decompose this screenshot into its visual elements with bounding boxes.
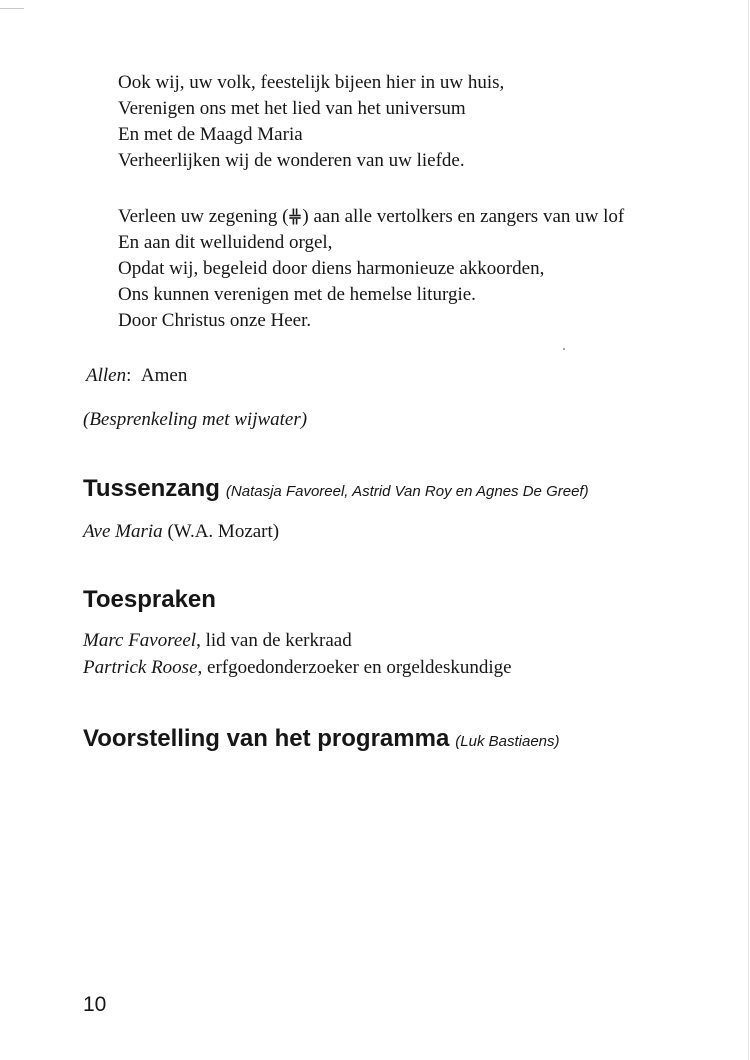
speaker-line [83, 657, 512, 679]
verse-text: ) aan alle vertolkers en zangers van uw lof [302, 206, 625, 227]
verse-line: Ook wij, uw volk, feestelijk bijeen hier in uw huis, [118, 72, 505, 93]
verse-line: Door Christus onze Heer. [118, 310, 312, 331]
sprinkling-note: (Besprenkeling met wijwater) [83, 409, 308, 430]
heading-performers: (Natasja Favoreel, Astrid Van Roy en Agnes De Greef) [225, 483, 589, 500]
verse-line: En met de Maagd Maria [118, 124, 303, 145]
prayer-stanza-2 [118, 204, 624, 334]
heading-presenter: (Luk Bastiaens) [455, 733, 560, 750]
speaker-role: , erfgoedonderzoeker en orgeldeskundige [197, 657, 512, 678]
speck [563, 348, 565, 350]
page-edge-mark [0, 8, 24, 9]
piece-title: Ave Maria [83, 521, 163, 542]
section-heading-toespraken [83, 586, 216, 614]
response-speaker: Allen [86, 365, 127, 386]
speaker-name: Marc Favoreel [83, 630, 197, 651]
verse-line-blessing [118, 204, 624, 230]
verse-text: Verleen uw zegening ( [118, 206, 289, 227]
verse-line: Verheerlijken wij de wonderen van uw liefde. [118, 150, 465, 171]
piece-composer: (W.A. Mozart) [167, 521, 280, 542]
response-text: Amen [140, 365, 188, 386]
verse-line: En aan dit welluidend orgel, [118, 232, 333, 253]
page-edge-shadow [748, 0, 749, 1060]
page-number: 10 [83, 993, 107, 1016]
verse-line: Ons kunnen verenigen met de hemelse liturgie. [118, 284, 476, 305]
speaker-role: , lid van de kerkraad [196, 630, 352, 651]
verse-line: Opdat wij, begeleid door diens harmonieuze akkoorden, [118, 258, 545, 279]
prayer-stanza-1 [118, 70, 504, 174]
section-heading-voorstelling [83, 725, 560, 753]
congregation-response [86, 365, 187, 387]
verse-line: Verenigen ons met het lied van het universum [118, 98, 466, 119]
heading-title: Tussenzang [83, 475, 220, 502]
speaker-name: Partrick Roose [83, 657, 198, 678]
response-colon: : [126, 365, 132, 386]
speaker-line [83, 630, 352, 652]
heading-title: Voorstelling van het programma [83, 725, 450, 752]
music-piece [83, 521, 279, 543]
heading-title: Toespraken [83, 586, 216, 613]
section-heading-tussenzang [83, 475, 589, 503]
